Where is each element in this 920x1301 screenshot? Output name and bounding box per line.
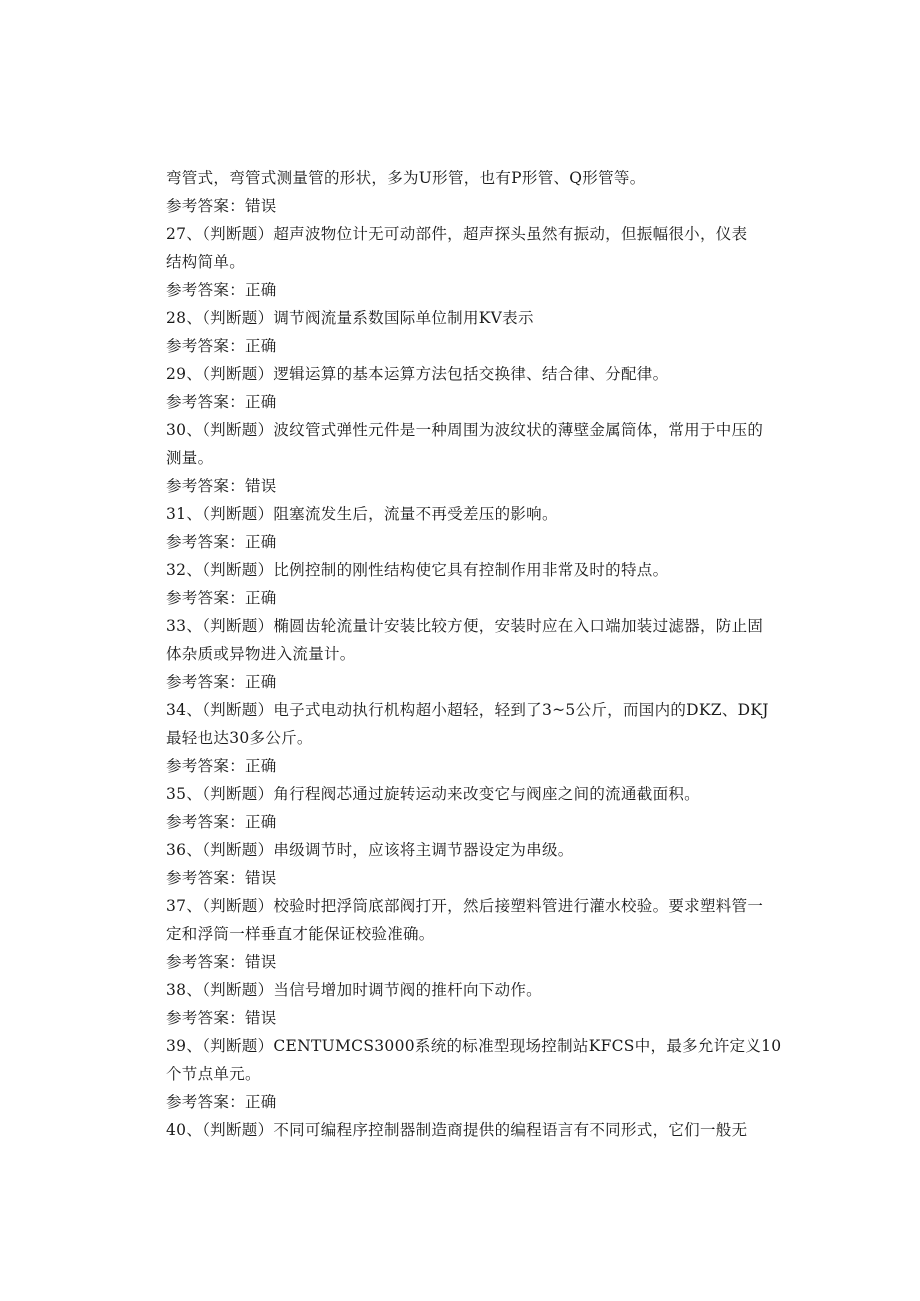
answer-line: 参考答案：正确 <box>166 1093 277 1111</box>
question-line: 32、（判断题）比例控制的刚性结构使它具有控制作用非常及时的特点。 <box>166 561 669 579</box>
question-item <box>166 696 769 780</box>
question-line: 30、（判断题）波纹管式弹性元件是一种周围为波纹状的薄壁金属筒体，常用于中压的 <box>166 421 764 439</box>
question-line: 34、（判断题）电子式电动执行机构超小超轻，轻到了3~5公斤，而国内的DKZ、DKJ <box>166 701 769 719</box>
question-line: 40、（判断题）不同可编程序控制器制造商提供的编程语言有不同形式，它们一般无 <box>166 1121 748 1139</box>
answer-line: 参考答案：正确 <box>166 757 277 775</box>
question-line: 38、（判断题）当信号增加时调节阀的推杆向下动作。 <box>166 981 542 999</box>
question-line: 测量。 <box>166 449 214 467</box>
question-line: 28、（判断题）调节阀流量系数国际单位制用KV表示 <box>166 309 534 327</box>
question-item <box>166 780 751 836</box>
question-line: 35、（判断题）角行程阀芯通过旋转运动来改变它与阀座之间的流通截面积。 <box>166 785 700 803</box>
question-line: 体杂质或异物进入流量计。 <box>166 645 356 663</box>
question-line: 33、（判断题）椭圆齿轮流量计安装比较方便，安装时应在入口端加装过滤器，防止固 <box>166 617 764 635</box>
question-line: 27、（判断题）超声波物位计无可动部件，超声探头虽然有振动，但振幅很小，仪表 <box>166 225 748 243</box>
question-line: 37、（判断题）校验时把浮筒底部阀打开，然后接塑料管进行灌水校验。要求塑料管一 <box>166 897 764 915</box>
question-item <box>166 556 751 612</box>
question-line: 结构简单。 <box>166 253 246 271</box>
answer-line: 参考答案：错误 <box>166 953 277 971</box>
intro-block <box>166 164 751 220</box>
question-item <box>166 612 764 696</box>
question-list <box>166 164 782 1144</box>
answer-line: 参考答案：正确 <box>166 393 277 411</box>
question-line: 个节点单元。 <box>166 1065 261 1083</box>
answer-line: 参考答案：错误 <box>166 869 277 887</box>
question-item <box>166 836 751 892</box>
question-line: 31、（判断题）阻塞流发生后，流量不再受差压的影响。 <box>166 505 558 523</box>
answer-line: 参考答案：正确 <box>166 533 277 551</box>
question-line: 36、（判断题）串级调节时，应该将主调节器设定为串级。 <box>166 841 574 859</box>
question-item <box>166 220 751 304</box>
question-line: 定和浮筒一样垂直才能保证校验准确。 <box>166 925 435 943</box>
answer-line: 参考答案：正确 <box>166 673 277 691</box>
question-line: 29、（判断题）逻辑运算的基本运算方法包括交换律、结合律、分配律。 <box>166 365 669 383</box>
question-item <box>166 416 764 500</box>
answer-line: 参考答案：错误 <box>166 1009 277 1027</box>
answer-line: 参考答案：正确 <box>166 589 277 607</box>
answer-line: 参考答案：错误 <box>166 197 277 215</box>
question-item <box>166 500 751 556</box>
question-item <box>166 892 764 976</box>
intro-line: 弯管式，弯管式测量管的形状，多为U形管，也有P形管、Q形管等。 <box>166 169 646 187</box>
question-item <box>166 1116 751 1144</box>
question-line: 39、（判断题）CENTUMCS3000系统的标准型现场控制站KFCS中，最多允许定义10 <box>166 1037 782 1055</box>
question-item <box>166 1032 782 1116</box>
question-line: 最轻也达30多公斤。 <box>166 729 313 747</box>
question-item <box>166 360 751 416</box>
answer-line: 参考答案：正确 <box>166 813 277 831</box>
answer-line: 参考答案：错误 <box>166 477 277 495</box>
answer-line: 参考答案：正确 <box>166 337 277 355</box>
question-item <box>166 976 751 1032</box>
answer-line: 参考答案：正确 <box>166 281 277 299</box>
question-item <box>166 304 751 360</box>
